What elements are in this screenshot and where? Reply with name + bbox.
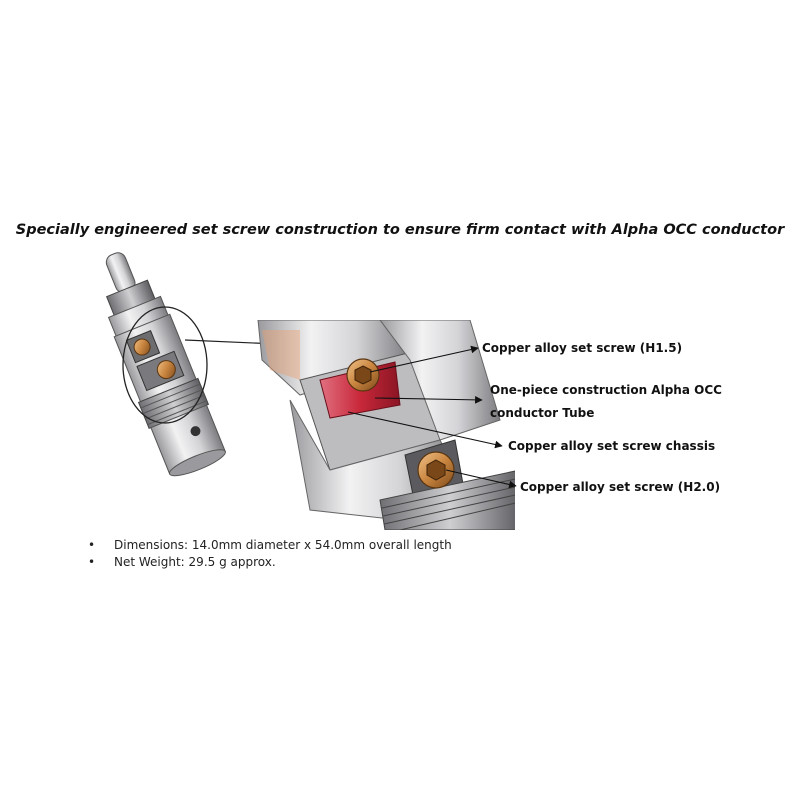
callout-screw-h20: Copper alloy set screw (H2.0) (520, 480, 721, 494)
callout-tube-line1: One-piece construction Alpha OCC (490, 383, 722, 397)
cutaway-connector (258, 320, 520, 530)
spec-weight: • Net Weight: 29.5 g approx. (88, 555, 276, 569)
callout-screw-chassis: Copper alloy set screw chassis (508, 439, 716, 453)
callout-screw-h15: Copper alloy set screw (H1.5) (482, 341, 683, 355)
spec-dimensions: • Dimensions: 14.0mm diameter x 54.0mm overall length (88, 538, 452, 552)
callout-tube-line2: conductor Tube (490, 406, 595, 420)
spec-list (88, 537, 452, 571)
diagram-title: Specially engineered set screw construction to ensure firm contact with Alpha OCC conductor (15, 222, 785, 238)
small-connector (84, 242, 230, 481)
screw-h15 (347, 359, 379, 391)
screw-h20 (418, 452, 454, 488)
